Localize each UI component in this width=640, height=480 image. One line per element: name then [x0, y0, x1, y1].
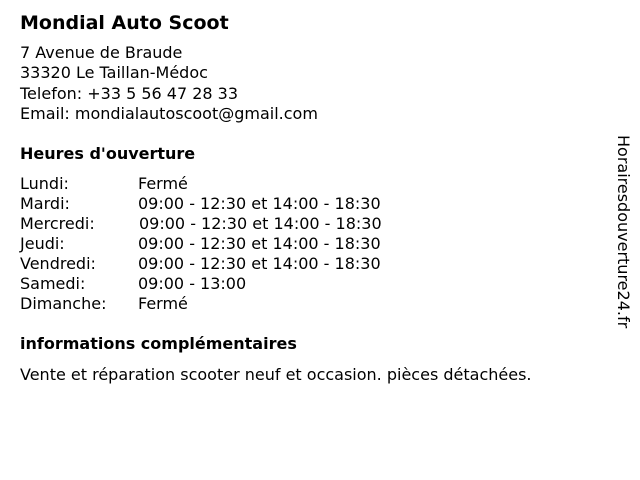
hours-row-saturday: [20, 274, 440, 294]
hours-table: [20, 174, 440, 314]
info-text: Vente et réparation scooter neuf et occasion. pièces détachées.: [20, 365, 532, 384]
hours-day: Jeudi:: [20, 234, 65, 253]
hours-time: 09:00 - 12:30 et 14:00 - 18:30: [138, 194, 381, 213]
hours-time: 09:00 - 12:30 et 14:00 - 18:30: [139, 214, 382, 233]
business-name: Mondial Auto Scoot: [20, 12, 229, 34]
hours-day: Mardi:: [20, 194, 70, 213]
hours-row-sunday: [20, 294, 440, 314]
address-street: 7 Avenue de Braude: [20, 43, 183, 62]
hours-time: 09:00 - 12:30 et 14:00 - 18:30: [138, 234, 381, 253]
site-watermark: Horairesdouverture24.fr: [614, 135, 633, 329]
hours-row-tuesday: [20, 194, 440, 214]
hours-row-monday: [20, 174, 440, 194]
contact-block: [20, 43, 318, 124]
hours-day: Lundi:: [20, 174, 69, 193]
hours-day: Dimanche:: [20, 294, 107, 313]
hours-time: Fermé: [138, 294, 188, 313]
hours-row-wednesday: [20, 214, 440, 234]
hours-time: 09:00 - 13:00: [138, 274, 247, 293]
email-address: Email: mondialautoscoot@gmail.com: [20, 103, 318, 123]
hours-row-thursday: [20, 234, 440, 254]
hours-time: 09:00 - 12:30 et 14:00 - 18:30: [138, 254, 381, 273]
hours-row-friday: [20, 254, 440, 274]
hours-heading: Heures d'ouverture: [20, 144, 196, 163]
address-city: 33320 Le Taillan-Médoc: [20, 63, 208, 83]
info-heading: informations complémentaires: [20, 334, 297, 353]
hours-day: Samedi:: [20, 274, 86, 293]
hours-day: Mercredi:: [20, 214, 95, 233]
hours-time: Fermé: [138, 174, 188, 193]
hours-day: Vendredi:: [20, 254, 96, 273]
phone-number: Telefon: +33 5 56 47 28 33: [20, 83, 239, 103]
